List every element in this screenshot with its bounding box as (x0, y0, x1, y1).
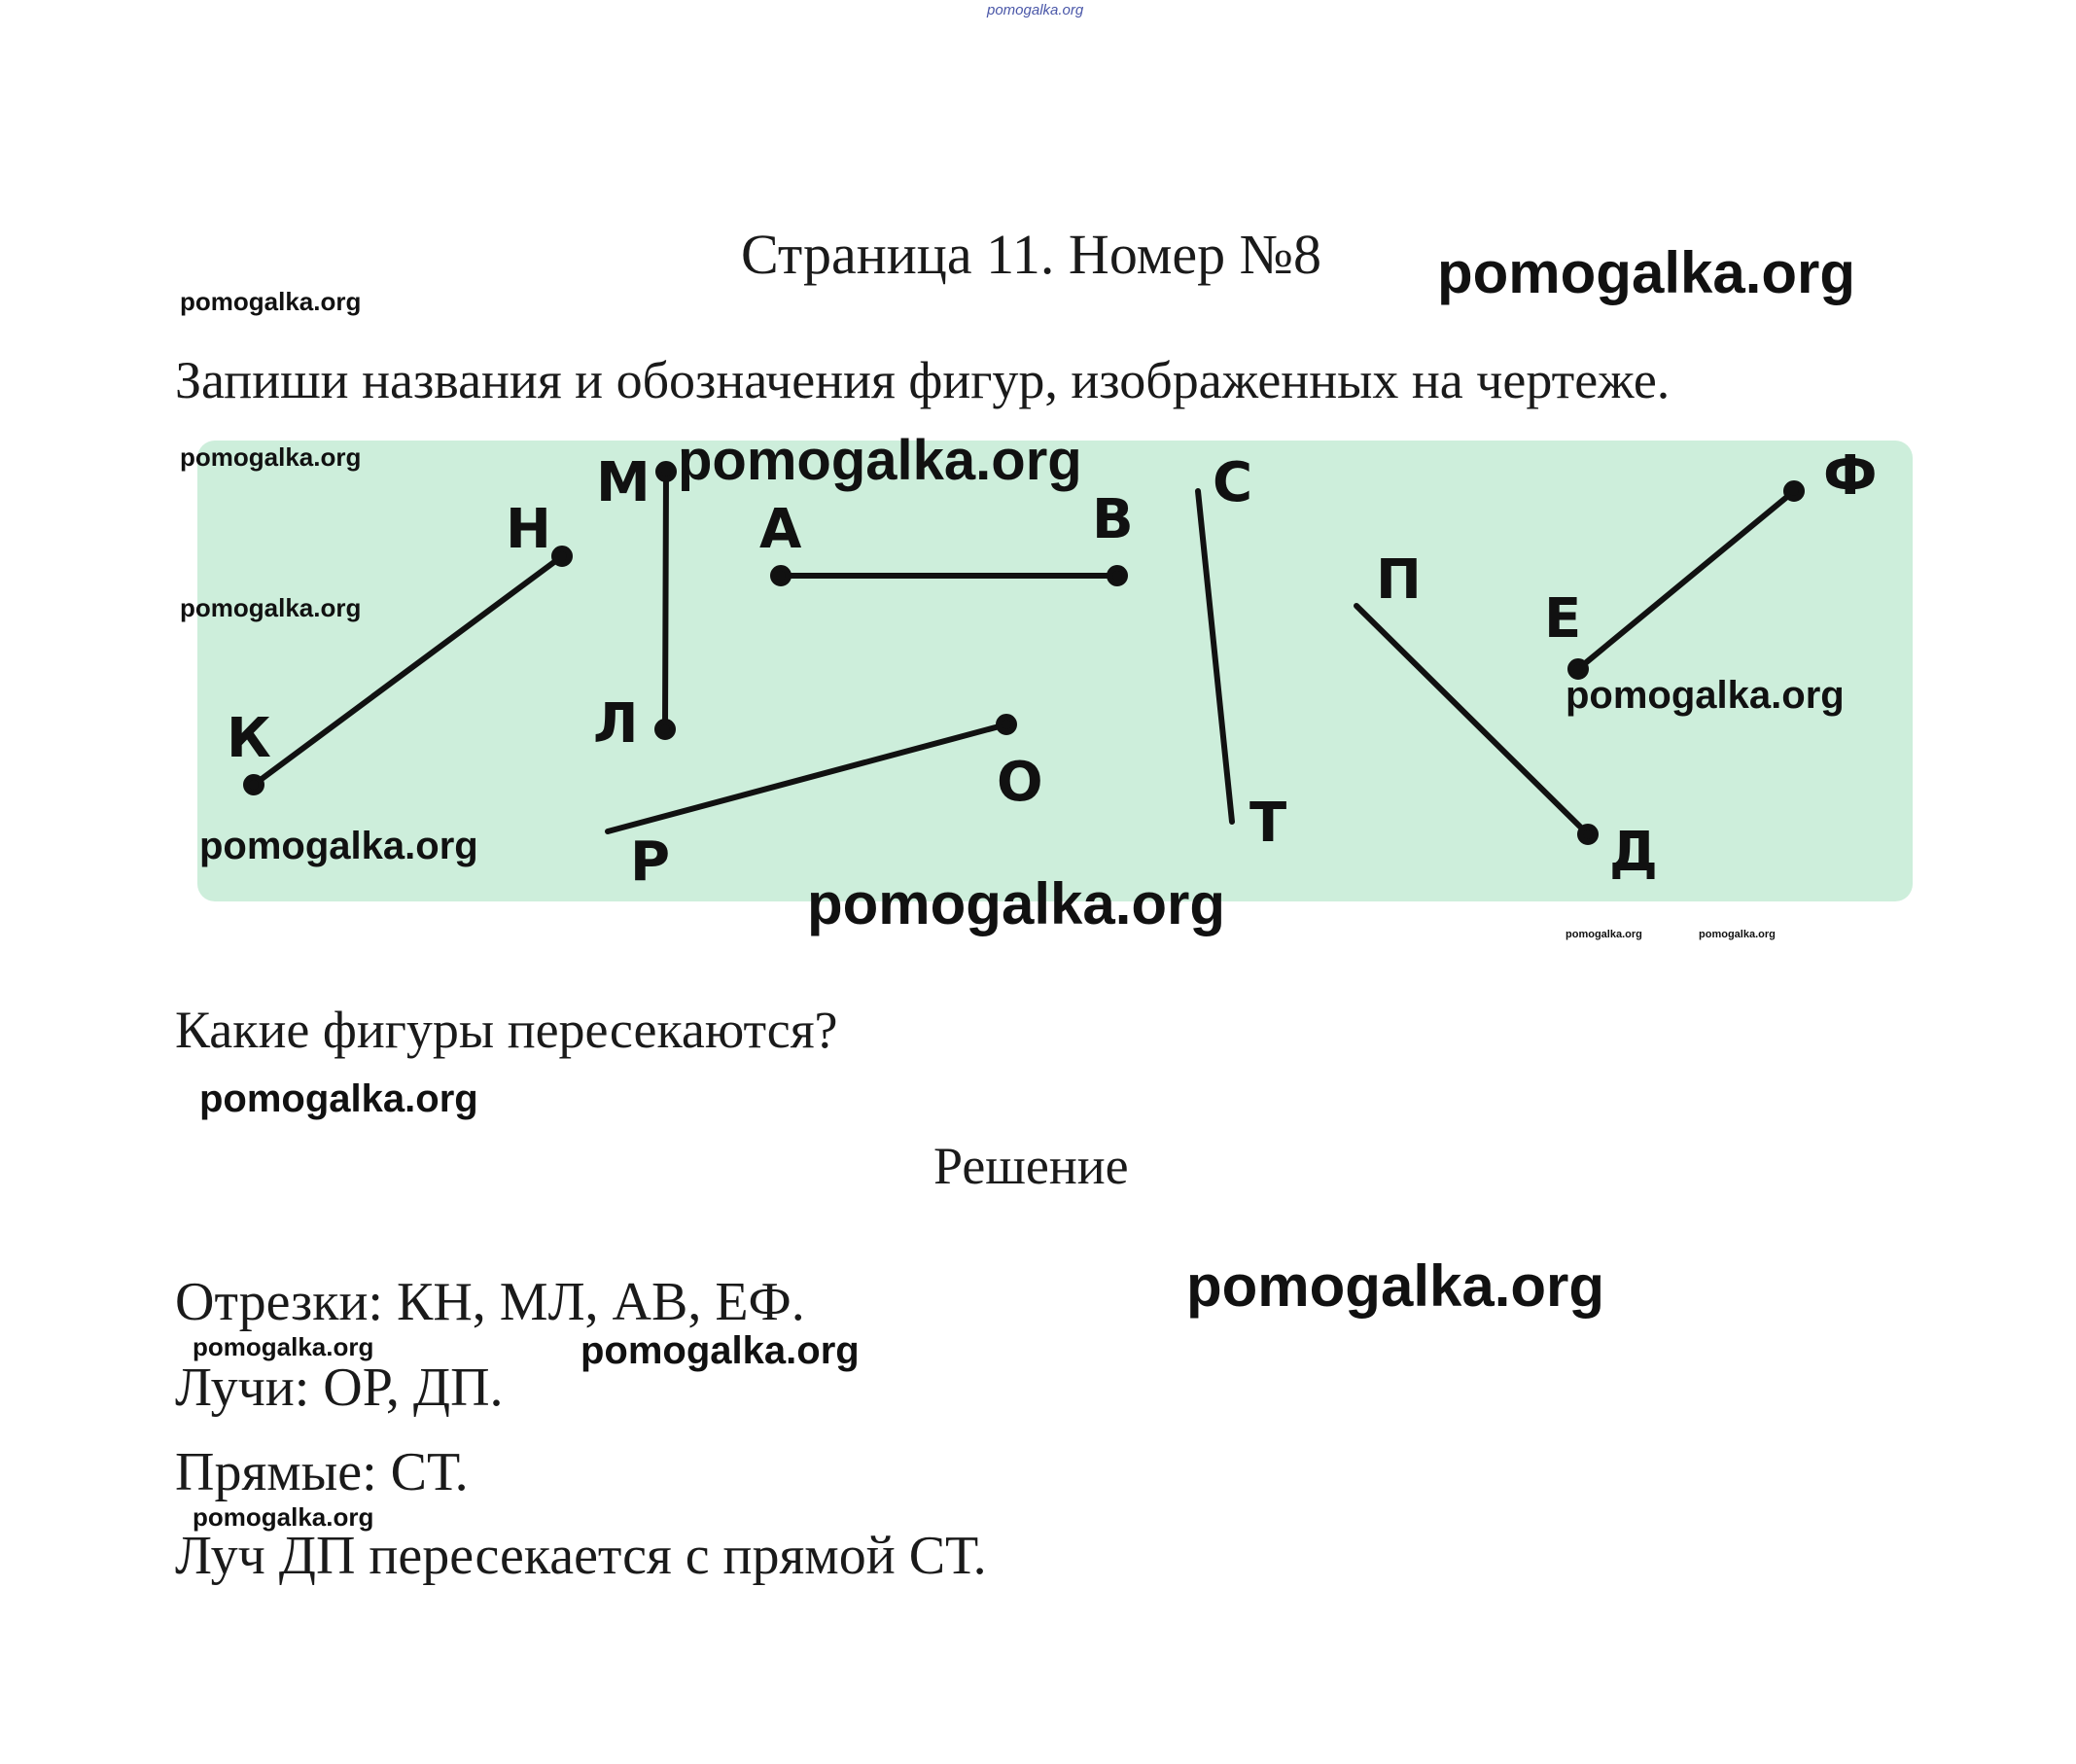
point-o (999, 717, 1014, 732)
watermark: pomogalka.org (193, 1502, 374, 1532)
point-k (246, 777, 262, 793)
watermark: pomogalka.org (1699, 929, 1776, 940)
label-m: М (596, 451, 651, 514)
point-l (657, 722, 673, 737)
question-text: Какие фигуры пересекаются? (175, 1001, 838, 1059)
point-m (658, 464, 674, 479)
point-b (1109, 568, 1125, 583)
label-p: П (1376, 548, 1422, 612)
point-a (773, 568, 789, 583)
solution-heading: Решение (933, 1137, 1129, 1195)
watermark: pomogalka.org (1186, 1253, 1605, 1319)
watermark: pomogalka.org (180, 442, 362, 472)
page-title: Страница 11. Номер №8 (741, 223, 1321, 286)
segment-ml (665, 472, 666, 729)
watermark: pomogalka.org (180, 593, 362, 622)
watermark: pomogalka.org (199, 1077, 478, 1120)
answer-intersection: Луч ДП пересекается с прямой СТ. (175, 1526, 987, 1586)
watermark: pomogalka.org (807, 871, 1226, 936)
watermark: pomogalka.org (1566, 929, 1642, 940)
answer-lines: Прямые: СТ. (175, 1442, 469, 1502)
label-f: Ф (1823, 444, 1878, 508)
watermark: pomogalka.org (1437, 240, 1856, 305)
watermark: pomogalka.org (180, 287, 362, 316)
point-n (554, 548, 570, 564)
label-r: Р (630, 830, 671, 894)
label-n: Н (506, 498, 551, 561)
task-text: Запиши названия и обозначения фигур, изображенных на чертеже. (175, 351, 1671, 409)
top-watermark: pomogalka.org (987, 2, 1084, 18)
label-e: Е (1544, 587, 1582, 651)
label-k: К (227, 707, 271, 770)
label-l: Л (593, 692, 639, 756)
label-o: О (997, 751, 1043, 814)
answer-segments: Отрезки: КН, МЛ, АВ, ЕФ. (175, 1272, 805, 1332)
label-t: Т (1249, 792, 1287, 855)
label-a: А (759, 498, 802, 561)
answer-rays: Лучи: ОР, ДП. (175, 1358, 504, 1418)
point-f (1786, 483, 1802, 499)
label-d: Д (1609, 821, 1658, 884)
watermark: pomogalka.org (199, 825, 478, 867)
watermark: pomogalka.org (581, 1329, 860, 1372)
watermark: pomogalka.org (1566, 674, 1845, 717)
point-d (1580, 827, 1596, 842)
watermark: pomogalka.org (193, 1332, 374, 1361)
label-c: С (1213, 451, 1253, 514)
label-b: В (1092, 488, 1134, 551)
watermark: pomogalka.org (678, 429, 1082, 492)
